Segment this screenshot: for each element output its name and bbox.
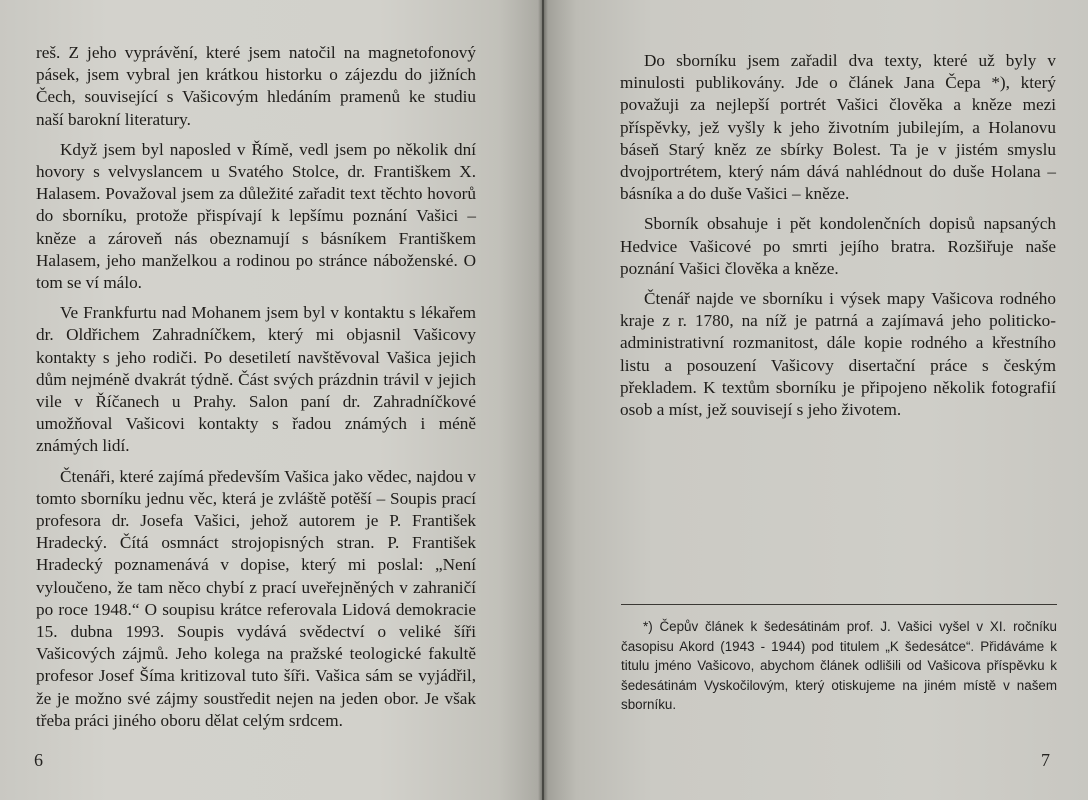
- footnote-divider: [621, 604, 1057, 605]
- book-gutter: [538, 0, 548, 800]
- left-page-text: [36, 42, 476, 740]
- left-paragraph: Čtenáři, které zajímá především Vašica jako vědec, najdou v tomto sborníku jednu věc, která je zvláště potěší – Soupis prací profesora dr. Josefa Vašici, jehož autorem je P. František Hradecký. Čítá osmnáct strojopisných stran. P. František Hradecký poznamenává v dopise, který mi poslal: „Není vyloučeno, že tam něco chybí z prací uveřejněných v zahraničí po roce 1948.“ O soupisu krátce referovala Lidová demokracie 15. dubna 1993. Soupis vydává svědectví o veliké šíři Vašicových zájmů. Jeho kolega na pražské teologické fakultě profesor Josef Šíma kritizoval tuto šíři. Vašica sám se vyjádřil, že je možno své zájmy soustředit nejen na jeden obor. Je však třeba práci jiného oboru dělat celým srdcem.: [36, 466, 476, 730]
- left-paragraph: Ve Frankfurtu nad Mohanem jsem byl v kontaktu s lékařem dr. Oldřichem Zahradníčkem, který mi objasnil Vašicovy kontakty s jeho rodiči. Po desetiletí navštěvoval Vašica jejich dům nejméně dvakrát týdně. Část svých prázdnin trávil v jejich vile v Říčanech u Prahy. Salon paní dr. Zahradníčkové umožňoval Vašicovi kontakty s řadou známých i méně známých lidí.: [36, 303, 476, 456]
- page-number-right: 7: [1041, 750, 1050, 770]
- right-page-text: [620, 50, 1056, 429]
- right-paragraph: Do sborníku jsem zařadil dva texty, které už byly v minulosti publikovány. Jde o článek Jana Čepa *), který považuji za nejlepší portrét Vašici člověka a kněze mezi příspěvky, jež vyšly k jeho životním jubilejím, a Holanovu báseň Starý kněz ze sbírky Bolest. Ta je v jistém smyslu dvojportrétem, který nám dává nahlédnout do duše Holana – básníka a do duše Vašici – kněze.: [620, 51, 1056, 204]
- right-paragraph: Čtenář najde ve sborníku i výsek mapy Vašicova rodného kraje z r. 1780, na níž je patrná a zajímavá jeho politicko-administrativní rozmanitost, dále kopie rodného a křestního listu a posouzení Vašicovy disertační práce s českým překladem. K textům sborníku je připojeno několik fotografií osob a míst, jež souvisejí s jeho životem.: [620, 289, 1056, 420]
- left-paragraph: reš. Z jeho vyprávění, které jsem natočil na magnetofonový pásek, jsem vybral jen krátkou historku o zájezdu do jižních Čech, související s Vašicovým hledáním pramenů ke studiu naší barokní literatury.: [36, 43, 476, 129]
- left-paragraph: Když jsem byl naposled v Římě, vedl jsem po několik dní hovory s velvyslancem u Svatého Stolce, dr. Františkem X. Halasem. Považoval jsem za důležité zařadit text těchto hovorů do sborníku, protože přispívají k lepšímu poznání Vašici – kněze a zároveň nás obeznamují s básníkem Františkem Halasem, jeho manželkou a rodinou po stránce náboženské. O tom se ví málo.: [36, 139, 476, 293]
- footnote: *) Čepův článek k šedesátinám prof. J. Vašici vyšel v XI. ročníku časopisu Akord (1943 - 1944) pod titulem „K šedesátce“. Přidáváme k titulu jméno Vašicovo, abychom článek odlišili od Vašicova příspěvku k šedesátinám Vyskočilovým, který otiskujeme na jiném místě v našem sborníku.: [621, 619, 1057, 712]
- page-number-left: 6: [34, 750, 43, 770]
- right-paragraph: Sborník obsahuje i pět kondolenčních dopisů napsaných Hedvice Vašicové po smrti jejího bratra. Rozšiřuje naše poznání Vašici člověka a kněze.: [620, 214, 1056, 278]
